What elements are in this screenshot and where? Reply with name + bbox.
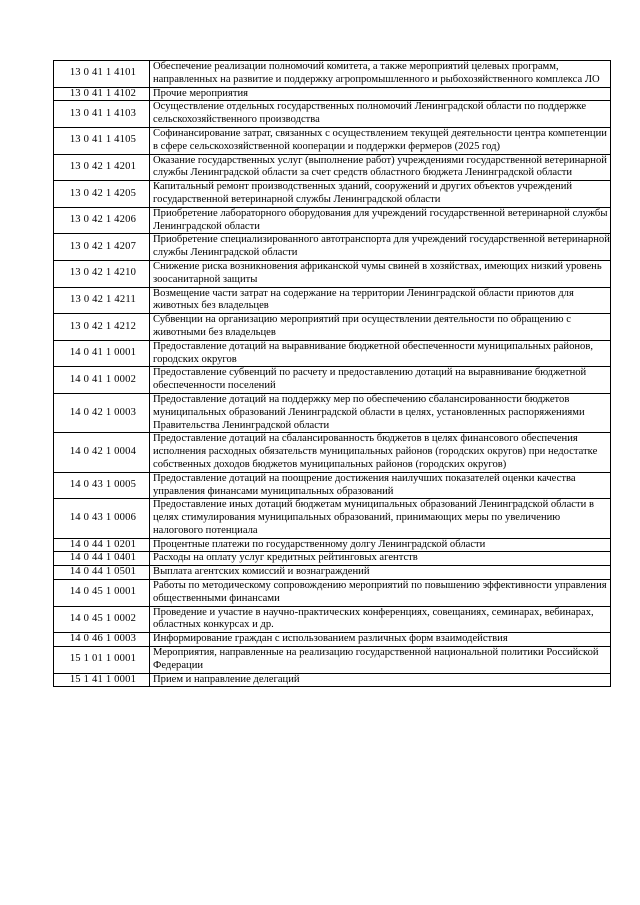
description-cell: Работы по методическому сопровождению мероприятий по повышению эффективности управления общественными финансами: [150, 580, 611, 607]
table-row: [54, 154, 611, 181]
description-cell: Приобретение лабораторного оборудования для учреждений государственной ветеринарной службы Ленинградской области: [150, 207, 611, 234]
table-row: [54, 393, 611, 432]
table-row: [54, 538, 611, 552]
code-cell: 13 0 42 1 4211: [54, 287, 150, 314]
description-cell: Софинансирование затрат, связанных с осуществлением текущей деятельности центра компетенции в сфере сельскохозяйственной кооперации и поддержки фермеров (2025 год): [150, 127, 611, 154]
table-row: [54, 606, 611, 633]
description-cell: Снижение риска возникновения африканской чумы свиней в хозяйствах, имеющих низкий уровень зоосанитарной защиты: [150, 260, 611, 287]
code-cell: 14 0 43 1 0005: [54, 472, 150, 499]
table-row: [54, 181, 611, 208]
table-row: [54, 367, 611, 394]
table-row: [54, 433, 611, 472]
description-cell: Капитальный ремонт производственных зданий, сооружений и других объектов учреждений государственной ветеринарной службы Ленинградской области: [150, 181, 611, 208]
description-cell: Процентные платежи по государственному долгу Ленинградской области: [150, 538, 611, 552]
description-cell: Субвенции на организацию мероприятий при осуществлении деятельности по обращению с животными без владельцев: [150, 314, 611, 341]
description-cell: Предоставление дотаций на поощрение достижения наилучших показателей оценки качества управления финансами муниципальных образований: [150, 472, 611, 499]
table-row: [54, 234, 611, 261]
description-cell: Предоставление иных дотаций бюджетам муниципальных образований Ленинградской области в целях стимулирования муниципальных образований, принимающих меры по увеличению налогового потенциала: [150, 499, 611, 538]
description-cell: Оказание государственных услуг (выполнение работ) учреждениями государственной ветеринарной службы Ленинградской области за счет средств областного бюджета Ленинградской области: [150, 154, 611, 181]
code-cell: 15 1 41 1 0001: [54, 673, 150, 687]
code-cell: 15 1 01 1 0001: [54, 647, 150, 674]
code-cell: 13 0 42 1 4206: [54, 207, 150, 234]
table-row: [54, 287, 611, 314]
description-cell: Возмещение части затрат на содержание на территории Ленинградской области приютов для животных без владельцев: [150, 287, 611, 314]
code-cell: 13 0 42 1 4205: [54, 181, 150, 208]
table-row: [54, 673, 611, 687]
description-cell: Информирование граждан с использованием различных форм взаимодействия: [150, 633, 611, 647]
table-row: [54, 207, 611, 234]
description-cell: Расходы на оплату услуг кредитных рейтинговых агентств: [150, 552, 611, 566]
table-row: [54, 647, 611, 674]
code-cell: 14 0 41 1 0001: [54, 340, 150, 367]
code-cell: 14 0 45 1 0002: [54, 606, 150, 633]
description-cell: Приобретение специализированного автотранспорта для учреждений государственной ветеринарной службы Ленинградской области: [150, 234, 611, 261]
description-cell: Предоставление дотаций на выравнивание бюджетной обеспеченности муниципальных районов, городских округов: [150, 340, 611, 367]
code-cell: 13 0 42 1 4210: [54, 260, 150, 287]
table-row: [54, 127, 611, 154]
code-cell: 14 0 41 1 0002: [54, 367, 150, 394]
table-row: [54, 580, 611, 607]
code-cell: 14 0 42 1 0004: [54, 433, 150, 472]
code-cell: 14 0 46 1 0003: [54, 633, 150, 647]
description-cell: Проведение и участие в научно-практических конференциях, совещаниях, семинарах, вебинарах, областных конкурсах и др.: [150, 606, 611, 633]
code-cell: 13 0 41 1 4103: [54, 101, 150, 128]
description-cell: Прочие мероприятия: [150, 87, 611, 101]
description-cell: Предоставление субвенций по расчету и предоставлению дотаций на выравнивание бюджетной обеспеченности поселений: [150, 367, 611, 394]
table-row: [54, 552, 611, 566]
code-cell: 14 0 42 1 0003: [54, 393, 150, 432]
code-cell: 14 0 44 1 0501: [54, 566, 150, 580]
table-row: [54, 101, 611, 128]
table-row: [54, 566, 611, 580]
table-row: [54, 61, 611, 88]
table-row: [54, 633, 611, 647]
budget-code-table: [53, 60, 611, 687]
table-row: [54, 314, 611, 341]
code-cell: 14 0 44 1 0201: [54, 538, 150, 552]
description-cell: Прием и направление делегаций: [150, 673, 611, 687]
code-cell: 14 0 44 1 0401: [54, 552, 150, 566]
table-row: [54, 340, 611, 367]
description-cell: Мероприятия, направленные на реализацию государственной национальной политики Российской Федерации: [150, 647, 611, 674]
description-cell: Обеспечение реализации полномочий комитета, а также мероприятий целевых программ, направленных на развитие и поддержку агропромышленного и рыбохозяйственного комплекса ЛО: [150, 61, 611, 88]
code-cell: 13 0 42 1 4201: [54, 154, 150, 181]
code-cell: 13 0 41 1 4105: [54, 127, 150, 154]
description-cell: Предоставление дотаций на поддержку мер по обеспечению сбалансированности бюджетов муниципальных образований Ленинградской области в целях, установленных распоряжениями Правительства Ленинградской области: [150, 393, 611, 432]
table-row: [54, 472, 611, 499]
code-cell: 13 0 42 1 4207: [54, 234, 150, 261]
code-cell: 14 0 45 1 0001: [54, 580, 150, 607]
code-cell: 14 0 43 1 0006: [54, 499, 150, 538]
table-row: [54, 87, 611, 101]
code-cell: 13 0 42 1 4212: [54, 314, 150, 341]
table-body: [54, 61, 611, 687]
description-cell: Выплата агентских комиссий и вознаграждений: [150, 566, 611, 580]
description-cell: Предоставление дотаций на сбалансированность бюджетов в целях финансового обеспечения исполнения расходных обязательств муниципальных районов (городских округов) при недостатке собственных доходов бюджетов муниципальных районов (городских округов): [150, 433, 611, 472]
table-row: [54, 499, 611, 538]
code-cell: 13 0 41 1 4101: [54, 61, 150, 88]
description-cell: Осуществление отдельных государственных полномочий Ленинградской области по поддержке сельскохозяйственного производства: [150, 101, 611, 128]
code-cell: 13 0 41 1 4102: [54, 87, 150, 101]
table-row: [54, 260, 611, 287]
